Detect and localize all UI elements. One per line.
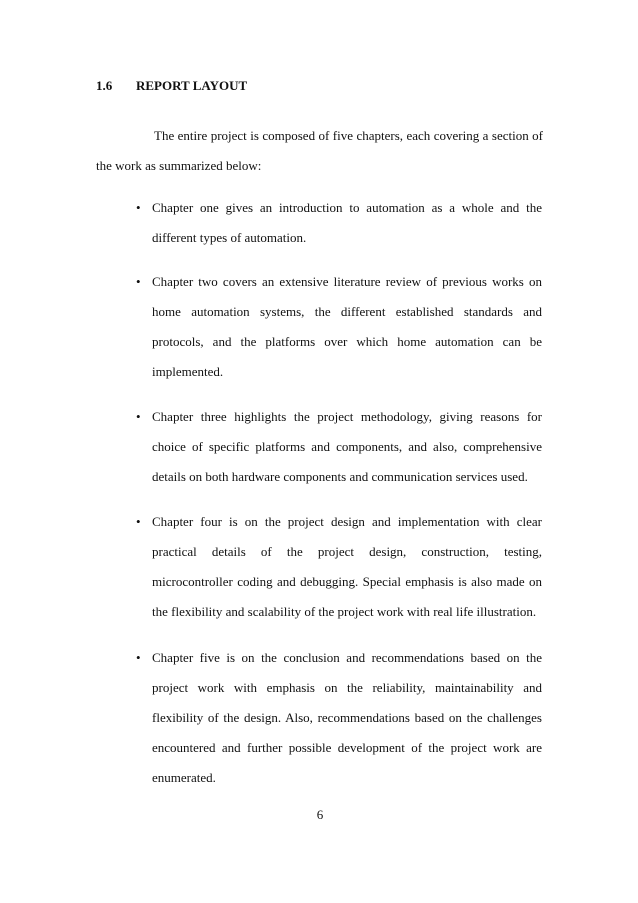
chapter-list-item xyxy=(136,402,542,492)
chapter-list-item xyxy=(136,267,542,387)
section-title: REPORT LAYOUT xyxy=(136,78,248,93)
section-number: 1.6 xyxy=(96,78,113,93)
chapter-three-summary: Chapter three highlights the project methodology, giving reasons for choice of specific platforms and components, and also, comprehensive details on both hardware components and communication services used. xyxy=(152,409,542,484)
chapter-five-summary: Chapter five is on the conclusion and recommendations based on the project work with emphasis on the reliability, maintainability and flexibility of the design. Also, recommendations based on the challenges encountered and further possible development of the project work are enumerated. xyxy=(152,650,542,785)
bullet-icon: • xyxy=(136,274,141,289)
chapter-four-summary: Chapter four is on the project design and implementation with clear practical details of the project design, construction, testing, microcontroller coding and debugging. Special emphasis is also made on the flexibility and scalability of the project work with real life illustration. xyxy=(152,514,542,619)
intro-paragraph: The entire project is composed of five chapters, each covering a section of the work as summarized below: xyxy=(96,128,543,173)
bullet-icon: • xyxy=(136,409,141,424)
bullet-icon: • xyxy=(136,200,141,215)
chapter-one-summary: Chapter one gives an introduction to automation as a whole and the different types of automation. xyxy=(152,200,542,245)
bullet-icon: • xyxy=(136,650,141,665)
chapter-list-item xyxy=(136,507,542,627)
chapter-list-item xyxy=(136,193,542,253)
bullet-icon: • xyxy=(136,514,141,529)
chapter-list-item xyxy=(136,643,542,793)
page-number: 6 xyxy=(316,807,324,822)
section-heading xyxy=(96,77,247,95)
chapter-two-summary: Chapter two covers an extensive literature review of previous works on home automation systems, the different established standards and protocols, and the platforms over which home automation can be implemented. xyxy=(152,274,542,379)
